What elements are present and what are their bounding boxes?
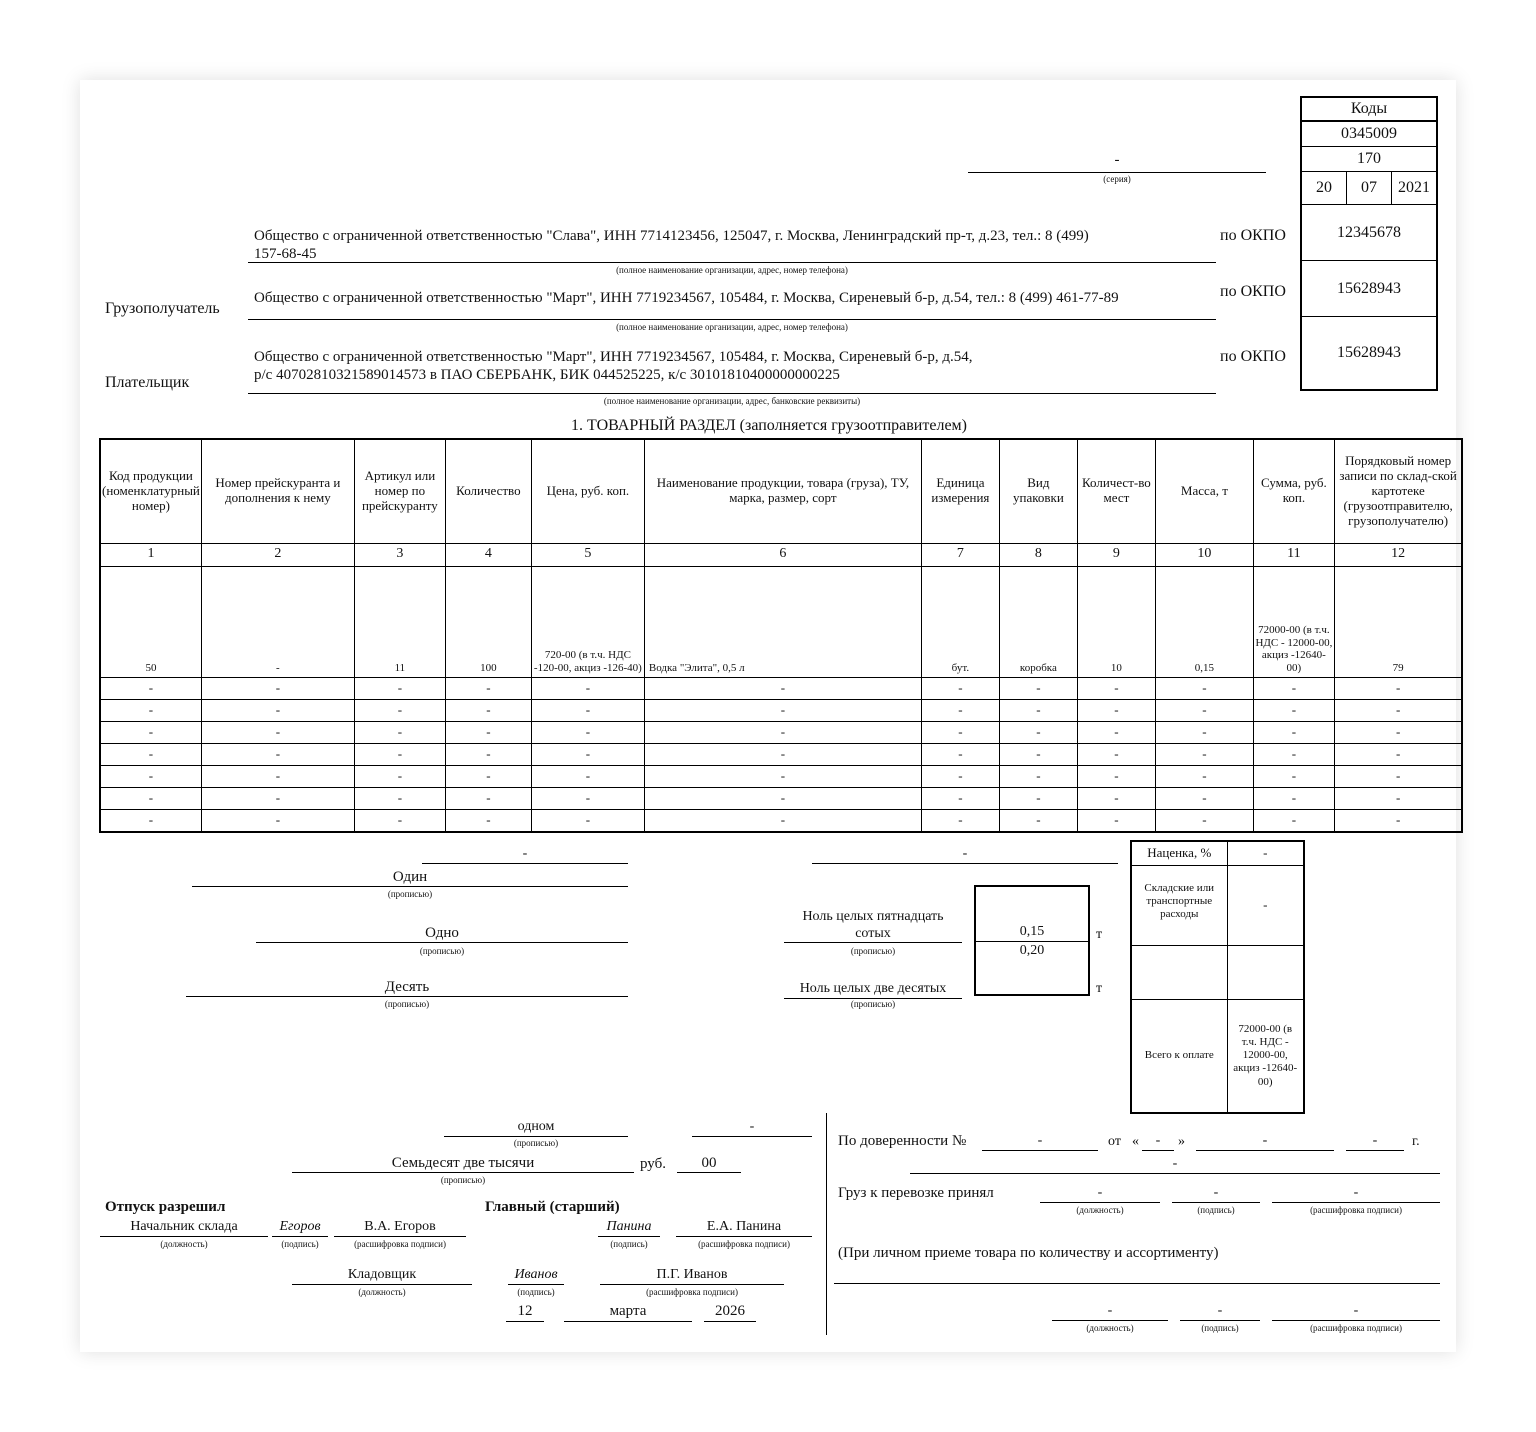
- empty-cell: -: [445, 765, 531, 787]
- empty-cell: -: [531, 743, 644, 765]
- empty-cell: -: [354, 765, 445, 787]
- empty-cell: -: [999, 677, 1077, 699]
- cell-quantity: 100: [445, 566, 531, 677]
- okpo-label-1: по ОКПО: [1220, 227, 1286, 244]
- series-caption: (серия): [1103, 174, 1131, 184]
- empty-cell: -: [1077, 787, 1155, 809]
- empty-cell: -: [1155, 699, 1253, 721]
- cell-price: 720-00 (в т.ч. НДС -120-00, акциз -126-40): [531, 566, 644, 677]
- empty-cell: -: [531, 809, 644, 832]
- gross-mass-words: Ноль целых две десятых: [784, 981, 962, 999]
- payer-caption: (полное наименование организации, адрес, банковские реквизиты): [603, 396, 861, 406]
- consignee-text: Общество с ограниченной ответственностью "Март", ИНН 7719234567, 105484, г. Москва, Сиреневый б-р, д.54, тел.: 8 (499) 461-77-89: [254, 290, 1119, 306]
- empty-cell: -: [1334, 743, 1462, 765]
- table-row: [100, 721, 1462, 743]
- empty-cell: -: [1155, 721, 1253, 743]
- attorney-day: -: [1142, 1133, 1174, 1151]
- attorney-issued: -: [910, 1156, 1440, 1174]
- empty-cell: -: [445, 787, 531, 809]
- empty-cell: -: [644, 787, 921, 809]
- empty-cell: -: [1334, 787, 1462, 809]
- cargo-position: -: [1040, 1185, 1160, 1203]
- empty-cell: -: [201, 721, 354, 743]
- header-mass: Масса, т: [1155, 439, 1253, 543]
- okpo-code: 170: [1301, 147, 1437, 172]
- markup-label: Наценка, %: [1131, 841, 1227, 865]
- col-number: 2: [201, 543, 354, 566]
- caption: (прописью): [440, 1175, 486, 1185]
- empty-cell: -: [1253, 699, 1334, 721]
- empty-cell: -: [531, 787, 644, 809]
- receiver-signature: -: [1180, 1303, 1260, 1321]
- goods-table: [99, 438, 1463, 833]
- empty-cell: -: [921, 699, 999, 721]
- col-number: 9: [1077, 543, 1155, 566]
- quote-close: »: [1178, 1134, 1185, 1149]
- words-total-places: Десять: [186, 979, 628, 997]
- cell-package: коробка: [999, 566, 1077, 677]
- payer-line-1: Общество с ограниченной ответственностью "Март", ИНН 7719234567, 105484, г. Москва, Сиреневый б-р, д.54,: [254, 349, 973, 365]
- caption: (прописью): [513, 1138, 559, 1148]
- attorney-label: По доверенности №: [838, 1133, 967, 1149]
- keeper-signature: Иванов: [508, 1267, 564, 1285]
- empty-cell: -: [201, 787, 354, 809]
- empty-cell: -: [1253, 787, 1334, 809]
- release-signature: Егоров: [272, 1219, 328, 1237]
- empty-cell: -: [100, 699, 201, 721]
- codes-table: [1300, 96, 1438, 391]
- okpo-value-2: 15628943: [1301, 261, 1437, 317]
- gross-mass-unit: т: [1096, 981, 1103, 996]
- empty-cell: -: [999, 721, 1077, 743]
- empty-cell: -: [999, 699, 1077, 721]
- empty-cell: -: [1334, 765, 1462, 787]
- empty-cell: -: [354, 743, 445, 765]
- header-package: Вид упаковки: [999, 439, 1077, 543]
- empty-cell: -: [1155, 677, 1253, 699]
- empty-cell: -: [1253, 721, 1334, 743]
- caption: (прописью): [850, 946, 896, 956]
- empty-cell: -: [644, 699, 921, 721]
- caption-position: (должность): [358, 1287, 406, 1297]
- empty-cell: -: [100, 765, 201, 787]
- expenses-label: Складские или транспортные расходы: [1131, 865, 1227, 945]
- cargo-name: -: [1272, 1185, 1440, 1203]
- empty-cell: -: [445, 699, 531, 721]
- header-places: Количест-во мест: [1077, 439, 1155, 543]
- attorney-number: -: [982, 1133, 1098, 1151]
- chief-name: Е.А. Панина: [676, 1219, 812, 1237]
- markup-value: -: [1227, 841, 1304, 865]
- caption-name: (расшифровка подписи): [1310, 1323, 1402, 1333]
- caption-signature: (подпись): [1197, 1205, 1235, 1215]
- receiver-position: -: [1052, 1303, 1168, 1321]
- empty-cell: -: [1155, 765, 1253, 787]
- empty-cell: -: [921, 765, 999, 787]
- chief-signature: Панина: [598, 1219, 660, 1237]
- caption-name: (расшифровка подписи): [1310, 1205, 1402, 1215]
- header-unit: Единица измерения: [921, 439, 999, 543]
- expenses-value: -: [1227, 865, 1304, 945]
- empty-cell: -: [1077, 699, 1155, 721]
- col-number: 7: [921, 543, 999, 566]
- empty-cell: -: [531, 677, 644, 699]
- okpo-label-3: по ОКПО: [1220, 348, 1286, 365]
- okud-code: 0345009: [1301, 121, 1437, 147]
- empty-cell: -: [1334, 677, 1462, 699]
- chief-label: Главный (старший): [485, 1199, 620, 1215]
- empty-cell: -: [1334, 699, 1462, 721]
- series-value: -: [968, 152, 1266, 173]
- payer-line-2: р/с 40702810321589014573 в ПАО СБЕРБАНК, БИК 044525225, к/с 30101810400000000225: [254, 367, 840, 383]
- empty-cell: -: [644, 721, 921, 743]
- col-number: 8: [999, 543, 1077, 566]
- empty-cell: -: [100, 743, 201, 765]
- date-year: 2021: [1392, 172, 1438, 205]
- codes-header: Коды: [1301, 97, 1437, 121]
- rub-label: руб.: [640, 1156, 666, 1172]
- empty-cell: -: [921, 721, 999, 743]
- kop-value: 00: [677, 1155, 741, 1173]
- empty-cell: -: [999, 743, 1077, 765]
- shipper-line-2: 157-68-45: [254, 246, 317, 262]
- empty-cell: [1227, 945, 1304, 999]
- caption-signature: (подпись): [1201, 1323, 1239, 1333]
- date-month: 07: [1347, 172, 1392, 205]
- empty-cell: [1131, 945, 1227, 999]
- cell-record-number: 79: [1334, 566, 1462, 677]
- total-label: Всего к оплате: [1131, 999, 1227, 1113]
- empty-cell: -: [1334, 809, 1462, 832]
- mass-box: [974, 885, 1090, 996]
- empty-cell: -: [1077, 721, 1155, 743]
- net-mass-words: Ноль целых пятнадцать сотых: [784, 908, 962, 943]
- header-product-code: Код продукции (номенклатурный номер): [100, 439, 201, 543]
- section-title: 1. ТОВАРНЫЙ РАЗДЕЛ (заполняется грузоотправителем): [571, 417, 967, 434]
- empty-cell: -: [644, 743, 921, 765]
- empty-cell: -: [531, 765, 644, 787]
- empty-cell: -: [644, 677, 921, 699]
- empty-cell: -: [1253, 743, 1334, 765]
- col-number: 1: [100, 543, 201, 566]
- empty-cell: -: [644, 809, 921, 832]
- caption-name: (расшифровка подписи): [646, 1287, 738, 1297]
- table-row: [100, 677, 1462, 699]
- col-number: 12: [1334, 543, 1462, 566]
- caption-signature: (подпись): [517, 1287, 555, 1297]
- attorney-from-label: от: [1108, 1134, 1121, 1149]
- payer-label: Плательщик: [105, 374, 190, 391]
- empty-cell: -: [644, 765, 921, 787]
- gross-mass-value: 0,20: [975, 942, 1089, 996]
- caption: (прописью): [419, 946, 465, 956]
- empty-cell: -: [354, 721, 445, 743]
- empty-cell: -: [201, 677, 354, 699]
- cell-product-code: 50: [100, 566, 201, 677]
- words-places: Одно: [256, 925, 628, 943]
- consignee-caption: (полное наименование организации, адрес, номер телефона): [616, 322, 848, 332]
- shipper-line-1: Общество с ограниченной ответственностью "Слава", ИНН 7714123456, 125047, г. Москва, Ленинградский пр-т, д.23, тел.: 8 (499): [254, 228, 1089, 244]
- col-number: 3: [354, 543, 445, 566]
- release-allowed-label: Отпуск разрешил: [105, 1199, 226, 1215]
- net-mass-value: 0,15: [975, 886, 1089, 942]
- empty-cell: -: [201, 809, 354, 832]
- empty-cell: -: [1155, 743, 1253, 765]
- empty-cell: -: [354, 677, 445, 699]
- empty-cell: -: [1155, 787, 1253, 809]
- caption: (прописью): [384, 999, 430, 1009]
- payer-text: [254, 348, 1216, 384]
- cell-mass: 0,15: [1155, 566, 1253, 677]
- header-article: Артикул или номер по прейскуранту: [354, 439, 445, 543]
- okpo-label-2: по ОКПО: [1220, 283, 1286, 300]
- empty-cell: -: [100, 787, 201, 809]
- release-date-month: марта: [564, 1303, 692, 1322]
- shipper-underline: [248, 262, 1216, 263]
- caption: (прописью): [850, 999, 896, 1009]
- caption-position: (должность): [1076, 1205, 1124, 1215]
- empty-cell: -: [1077, 743, 1155, 765]
- col-number: 5: [531, 543, 644, 566]
- vertical-divider: [826, 1113, 827, 1335]
- receiver-name: -: [1272, 1303, 1440, 1321]
- okpo-value-3: 15628943: [1301, 317, 1437, 391]
- table-row: [100, 809, 1462, 832]
- empty-cell: -: [1077, 809, 1155, 832]
- empty-cell: -: [921, 743, 999, 765]
- header-pricelist: Номер прейскуранта и дополнения к нему: [201, 439, 354, 543]
- empty-cell: -: [445, 743, 531, 765]
- date-day: 20: [1301, 172, 1347, 205]
- payer-underline: [248, 393, 1216, 394]
- shipper-caption: (полное наименование организации, адрес, номер телефона): [616, 265, 848, 275]
- okpo-value-1: 12345678: [1301, 205, 1437, 261]
- caption-name: (расшифровка подписи): [698, 1239, 790, 1249]
- personal-receipt-label: (При личном приеме товара по количеству и ассортименту): [838, 1245, 1219, 1261]
- attachments-right: -: [692, 1119, 812, 1137]
- empty-cell: -: [1253, 765, 1334, 787]
- consignee-underline: [248, 319, 1216, 320]
- quote-open: «: [1132, 1134, 1139, 1149]
- cell-sum: 72000-00 (в т.ч. НДС - 12000-00, акциз -12640-00): [1253, 566, 1334, 677]
- empty-cell: -: [999, 787, 1077, 809]
- caption-name: (расшифровка подписи): [354, 1239, 446, 1249]
- cell-article: 11: [354, 566, 445, 677]
- empty-cell: -: [100, 809, 201, 832]
- empty-cell: -: [201, 765, 354, 787]
- table-row: [100, 743, 1462, 765]
- table-row: [100, 699, 1462, 721]
- attorney-year-suffix: г.: [1412, 1134, 1420, 1149]
- shipper-text: [254, 227, 1216, 263]
- words-records: Один: [192, 869, 628, 887]
- header-product-name: Наименование продукции, товара (груза), ТУ, марка, размер, сорт: [644, 439, 921, 543]
- summary-top-left: -: [422, 846, 628, 864]
- empty-cell: -: [921, 677, 999, 699]
- keeper-position: Кладовщик: [292, 1267, 472, 1285]
- net-mass-unit: т: [1096, 927, 1103, 942]
- empty-cell: -: [201, 699, 354, 721]
- empty-cell: -: [1155, 809, 1253, 832]
- empty-cell: -: [531, 699, 644, 721]
- empty-cell: -: [1253, 677, 1334, 699]
- empty-cell: -: [999, 765, 1077, 787]
- table-row: [100, 566, 1462, 677]
- caption-signature: (подпись): [610, 1239, 648, 1249]
- cell-pricelist: -: [201, 566, 354, 677]
- empty-cell: -: [531, 721, 644, 743]
- summary-top-right: -: [812, 846, 1118, 864]
- empty-cell: -: [445, 721, 531, 743]
- empty-cell: -: [921, 787, 999, 809]
- header-record-number: Порядковый номер записи по склад-ской картотеке (грузоотправителю, грузополучателю): [1334, 439, 1462, 543]
- empty-cell: -: [445, 809, 531, 832]
- header-sum: Сумма, руб. коп.: [1253, 439, 1334, 543]
- keeper-name: П.Г. Иванов: [600, 1267, 784, 1285]
- personal-receipt-line: [834, 1283, 1440, 1284]
- release-date-year: 2026: [704, 1303, 756, 1322]
- empty-cell: -: [354, 699, 445, 721]
- empty-cell: -: [1334, 721, 1462, 743]
- total-value: 72000-00 (в т.ч. НДС - 12000-00, акциз -12640-00): [1227, 999, 1304, 1113]
- table-row: [100, 765, 1462, 787]
- col-number: 4: [445, 543, 531, 566]
- cell-product-name: Водка "Элита", 0,5 л: [644, 566, 921, 677]
- side-table: [1130, 840, 1305, 1114]
- caption-signature: (подпись): [281, 1239, 319, 1249]
- amount-words: Семьдесят две тысячи: [292, 1155, 634, 1173]
- release-name: В.А. Егоров: [334, 1219, 466, 1237]
- col-number: 11: [1253, 543, 1334, 566]
- header-price: Цена, руб. коп.: [531, 439, 644, 543]
- empty-cell: -: [1077, 677, 1155, 699]
- cell-unit: бут.: [921, 566, 999, 677]
- empty-cell: -: [354, 787, 445, 809]
- cargo-signature: -: [1172, 1185, 1260, 1203]
- empty-cell: -: [100, 677, 201, 699]
- release-date-day: 12: [506, 1303, 544, 1322]
- consignee-label: Грузополучатель: [105, 300, 220, 317]
- empty-cell: -: [445, 677, 531, 699]
- col-number: 10: [1155, 543, 1253, 566]
- empty-cell: -: [999, 809, 1077, 832]
- empty-cell: -: [1253, 809, 1334, 832]
- empty-cell: -: [354, 809, 445, 832]
- cell-places: 10: [1077, 566, 1155, 677]
- attachments-words: одном: [444, 1119, 628, 1137]
- empty-cell: -: [100, 721, 201, 743]
- empty-cell: -: [201, 743, 354, 765]
- attorney-month: -: [1196, 1133, 1334, 1151]
- empty-cell: -: [921, 809, 999, 832]
- col-number: 6: [644, 543, 921, 566]
- caption-position: (должность): [160, 1239, 208, 1249]
- header-quantity: Количество: [445, 439, 531, 543]
- empty-cell: -: [1077, 765, 1155, 787]
- attorney-year: -: [1346, 1133, 1404, 1151]
- table-row: [100, 787, 1462, 809]
- caption: (прописью): [387, 889, 433, 899]
- cargo-accepted-label: Груз к перевозке принял: [838, 1185, 994, 1201]
- release-position: Начальник склада: [100, 1219, 268, 1237]
- caption-position: (должность): [1086, 1323, 1134, 1333]
